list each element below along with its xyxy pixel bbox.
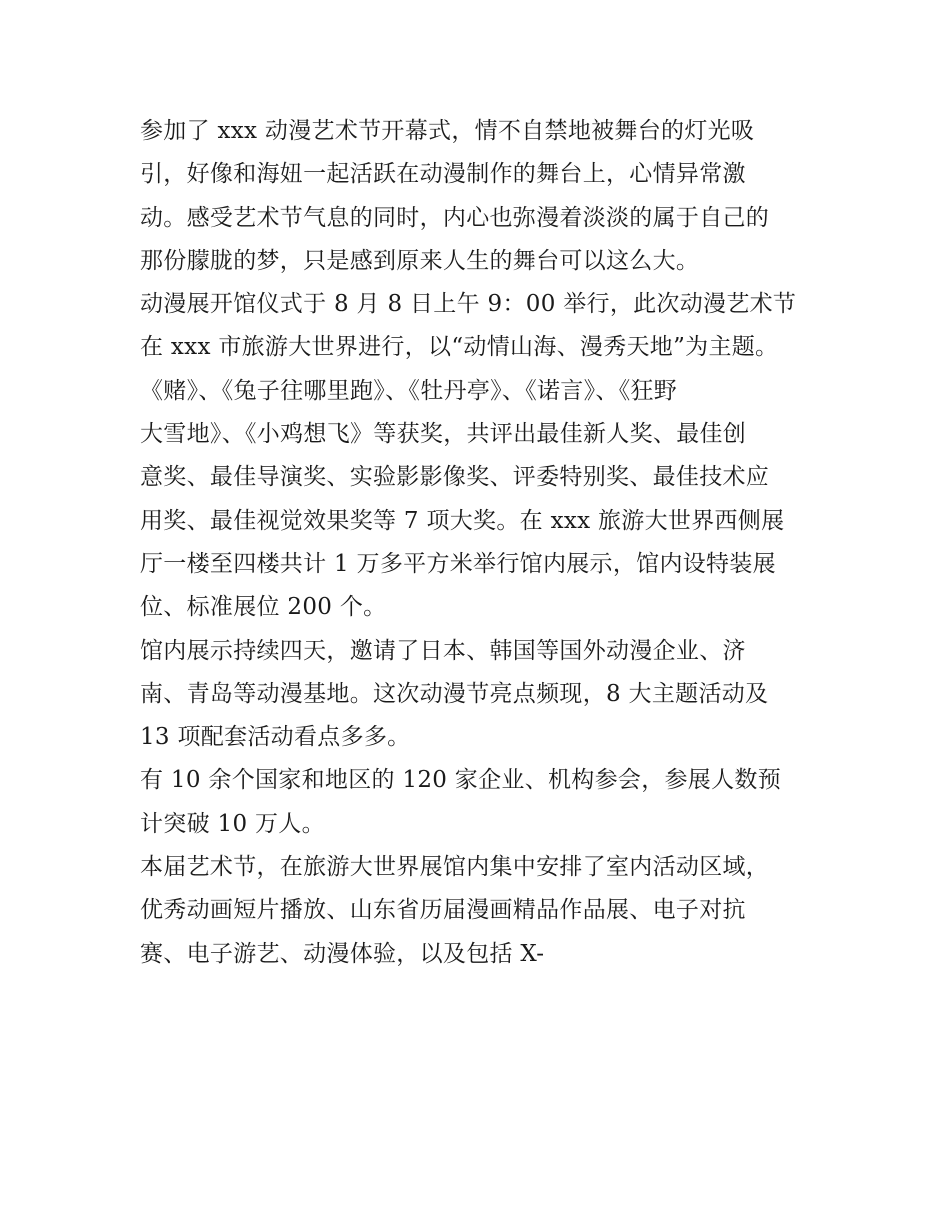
text-line: 馆内展示持续四天，邀请了日本、韩国等国外动漫企业、济 (140, 637, 746, 664)
paragraph-exhibition-duration (140, 630, 815, 760)
text-line: 位、标准展位 200 个。 (140, 594, 387, 621)
paragraph-opening-ceremony (140, 110, 815, 283)
document-body (140, 110, 815, 976)
text-line: 13 项配套活动看点多多。 (140, 724, 411, 751)
text-line: 计突破 10 万人。 (140, 810, 325, 837)
text-line: 在 xxx 市旅游大世界进行，以“动情山海、漫秀天地”为主题。 (140, 334, 779, 361)
text-line: 《赌》、《兔子往哪里跑》、《牡丹亭》、《诺言》、《狂野 (140, 377, 678, 404)
paragraph-activities (140, 846, 815, 976)
paragraph-exhibition-opening (140, 283, 815, 629)
text-line: 意奖、最佳导演奖、实验影影像奖、评委特别奖、最佳技术应 (140, 464, 770, 491)
text-line: 大雪地》、《小鸡想飞》等获奖，共评出最佳新人奖、最佳创 (140, 421, 747, 448)
text-line: 那份朦胧的梦，只是感到原来人生的舞台可以这么大。 (140, 247, 700, 274)
text-line: 有 10 余个国家和地区的 120 家企业、机构参会，参展人数预 (140, 767, 782, 794)
text-line: 引，好像和海妞一起活跃在动漫制作的舞台上，心情异常激 (140, 161, 746, 188)
text-line: 用奖、最佳视觉效果奖等 7 项大奖。在 xxx 旅游大世界西侧展 (140, 507, 785, 534)
text-line: 本届艺术节，在旅游大世界展馆内集中安排了室内活动区域， (140, 854, 770, 881)
text-line: 动漫展开馆仪式于 8 月 8 日上午 9：00 举行，此次动漫艺术节 (140, 291, 797, 318)
text-line: 参加了 xxx 动漫艺术节开幕式，情不自禁地被舞台的灯光吸 (140, 118, 755, 144)
text-line: 优秀动画短片播放、山东省历届漫画精品作品展、电子对抗 (140, 897, 746, 924)
text-line: 赛、电子游艺、动漫体验，以及包括 X- (140, 940, 545, 967)
text-line: 动。感受艺术节气息的同时，内心也弥漫着淡淡的属于自己的 (140, 204, 770, 231)
text-line: 南、青岛等动漫基地。这次动漫节亮点频现，8 大主题活动及 (140, 680, 769, 707)
text-line: 厅一楼至四楼共计 1 万多平方米举行馆内展示，馆内设特装展 (140, 550, 776, 577)
paragraph-participants (140, 759, 815, 846)
